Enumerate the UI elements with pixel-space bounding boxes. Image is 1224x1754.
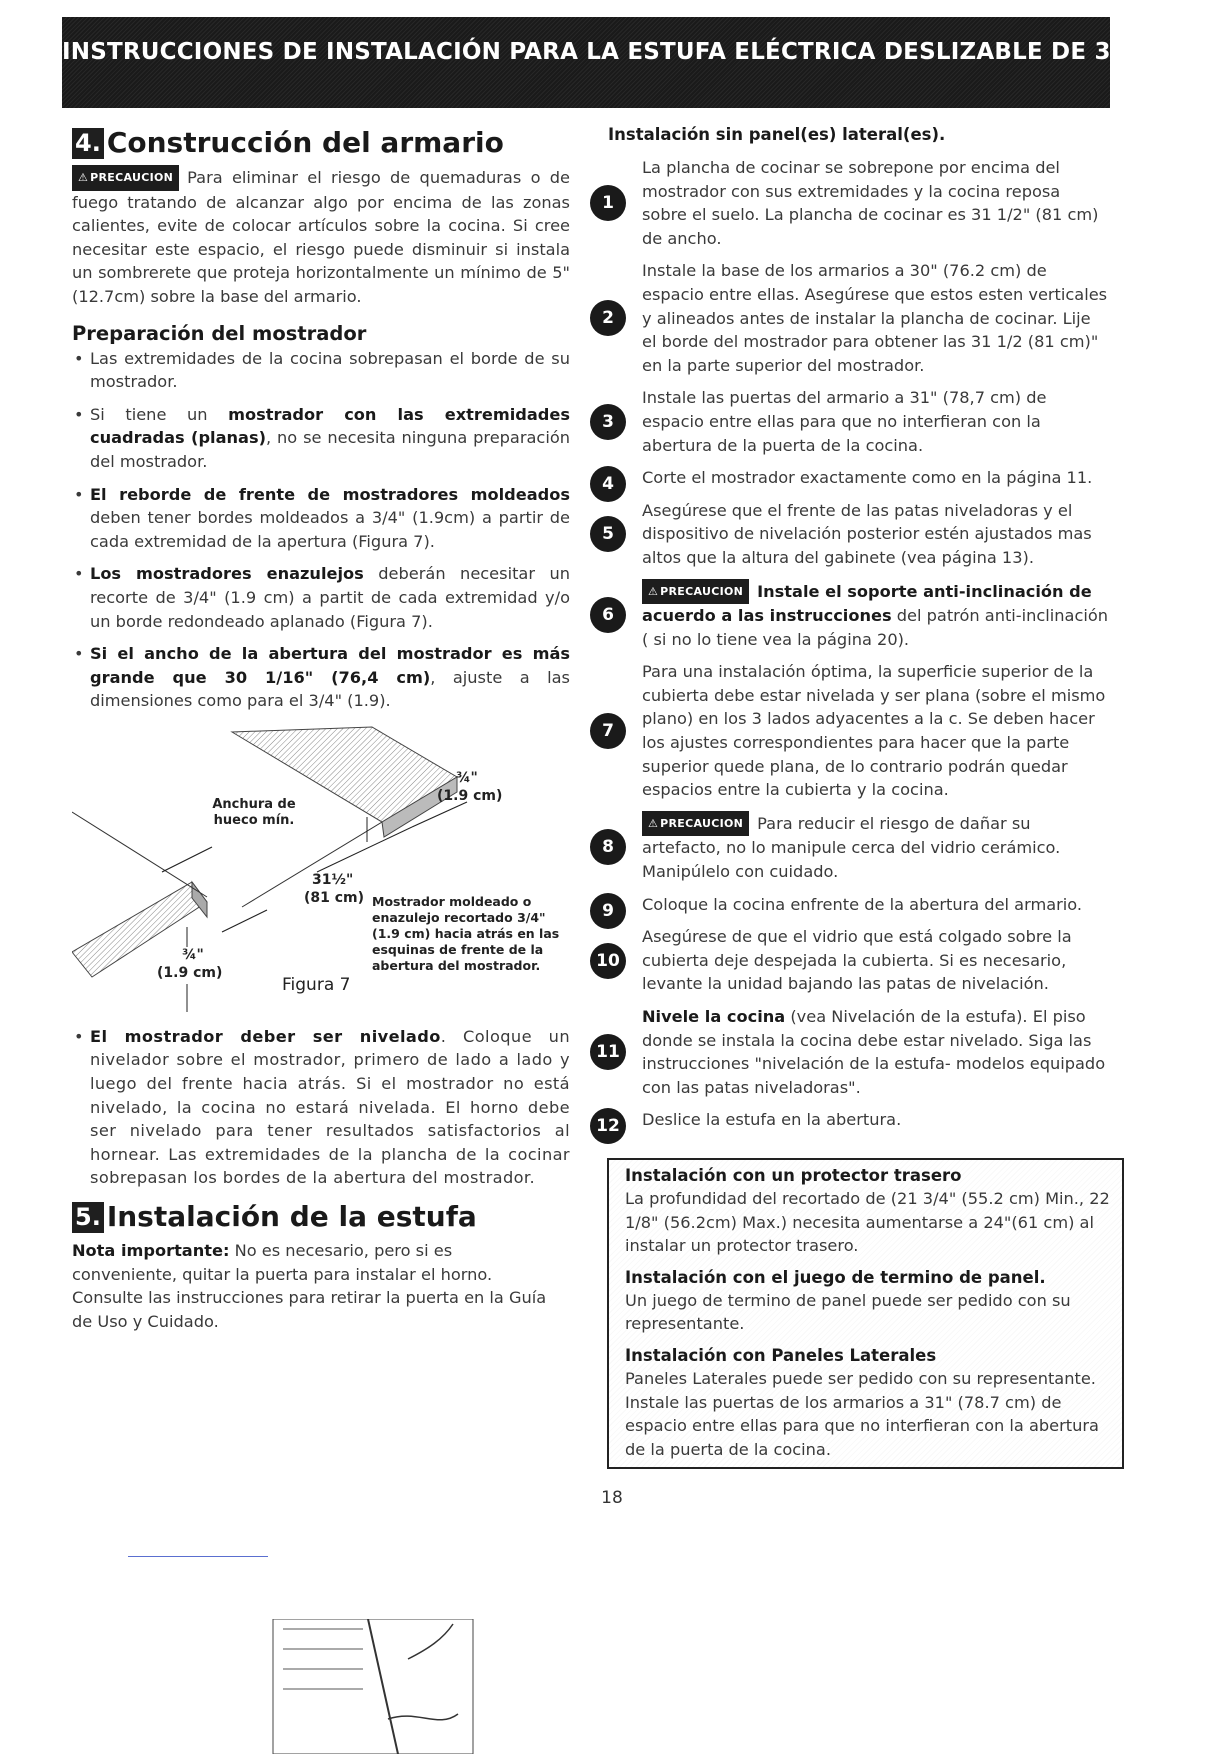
- figure-7: [72, 722, 570, 1017]
- step-item: [590, 893, 1110, 921]
- step-number: 11: [590, 1034, 626, 1070]
- step-item: [590, 466, 1110, 495]
- figure-dim-mid-cm: (81 cm): [304, 889, 365, 906]
- section-5-heading: [72, 1199, 570, 1235]
- section-4-number: 4.: [72, 128, 104, 159]
- page-number: 18: [601, 1488, 623, 1508]
- header-banner: [62, 17, 1140, 108]
- section-4-title: Construcción del armario: [106, 126, 504, 159]
- step-text: Asegúrese que el frente de las patas niveladoras y el dispositivo de nivelación posterior estén ajustados mas altos que la altura del gabinete (vea página 13).: [642, 500, 1092, 567]
- list-item: • El mostrador deber ser nivelado. Coloque un nivelador sobre el mostrador, primero de lado a lado y luego del frente hacia atrás. Si el mostrador no está nivelado, la cocina no estará nivelada. El horno debe ser nivelado para tener resultados satisfactorios al hornear. Las extremidades de la plancha de la cocinar sobrepasan los bordes de la abertura del mostrador.: [72, 1025, 570, 1190]
- step-number: 9: [590, 893, 626, 929]
- step-number: 4: [590, 466, 626, 502]
- step-item: [590, 1005, 1110, 1099]
- step-text: Corte el mostrador exactamente como en la página 11.: [642, 468, 1093, 488]
- step-number: 7: [590, 713, 626, 749]
- warning-text: Para eliminar el riesgo de quemaduras o de fuego tratando de alcanzar algo por encima de las zonas calientes, evite de colocar artículos sobre la cocina. Si cree necesitar este espacio, el riesgo puede disminuir si instala un sombrerete que proteja horizontalmente un mínimo de 5" (12.7cm) sobre la base del armario.: [72, 168, 570, 306]
- right-heading: Instalación sin panel(es) lateral(es).: [608, 125, 946, 144]
- list-item: • Si el ancho de la abertura del mostrador es más grande que 30 1/16" (76,4 cm), ajuste a las dimensiones como para el 3/4" (1.9).: [72, 642, 570, 713]
- warning-triangle-icon: ⚠: [648, 584, 659, 598]
- step-number: 2: [590, 300, 626, 336]
- figure-caption: Figura 7: [282, 974, 351, 995]
- list-item: • Las extremidades de la cocina sobrepasan el borde de su mostrador.: [72, 347, 570, 394]
- box-heading-3: Instalación con Paneles Laterales: [625, 1345, 937, 1365]
- figure-dim-top-cm: (1.9 cm): [437, 787, 503, 804]
- step-text: ⚠ PRECAUCION Instale el soporte anti-inclinación de acuerdo a las instrucciones del patrón anti-inclinación ( si no lo tiene vea la página 20).: [642, 579, 1110, 652]
- figure-note: Mostrador moldeado o enazulejo recortado 3/4" (1.9 cm) hacia atrás en las esquinas de frente de la abertura del mostrador.: [372, 893, 560, 973]
- footer-rule: [128, 1556, 268, 1557]
- step-text: Para una instalación óptima, la superficie superior de la cubierta debe estar nivelada y ser plana (sobre el mismo plano) en los 3 lados adyacentes a la c. Se deben hacer los ajustes correspondientes para hacer que la parte superior quede plana, de lo contrario podrán quedar espacios entre la cubierta y la cocina.: [642, 662, 1106, 800]
- step-number: 10: [590, 943, 626, 979]
- step-text: Coloque la cocina enfrente de la abertura del armario.: [642, 894, 1083, 914]
- section-4-heading: [72, 125, 570, 161]
- warning-badge: ⚠ PRECAUCION: [642, 811, 749, 837]
- box-text-2: Un juego de termino de panel puede ser pedido con su representante.: [625, 1290, 1071, 1334]
- step-number: 6: [590, 597, 626, 633]
- step-text: Asegúrese de que el vidrio que está colgado sobre la cubierta deje despejada la cubierta. Si es necesario, levante la unidad bajando las patas de nivelación.: [642, 927, 1072, 994]
- step-number: 5: [590, 516, 626, 552]
- step-item: [590, 579, 1110, 652]
- oven-door-illustration: [268, 1619, 478, 1754]
- box-text-3: Paneles Laterales puede ser pedido con su representante. Instale las puertas de los armarios a 31" (78.7 cm) de espacio entre ellas para que no interfieran con la abertura de la puerta de la cocina.: [625, 1368, 1099, 1459]
- prep-heading: Preparación del mostrador: [72, 321, 367, 345]
- figure-dim-mid: 31½": [312, 871, 354, 888]
- prep-list: [72, 347, 570, 713]
- step-item: [590, 811, 1110, 884]
- warning-paragraph: [72, 165, 570, 309]
- step-item: [590, 259, 1110, 377]
- right-column: [590, 125, 1110, 1141]
- step-item: [590, 499, 1110, 570]
- figure-dim-top: ¾": [456, 769, 478, 786]
- box-text-1: La profundidad del recortado de (21 3/4" (55.2 cm) Min., 22 1/8" (56.2cm) Max.) necesita aumentarse a 24"(61 cm) al instalar un protector trasero.: [625, 1189, 1110, 1256]
- prep-list-cont: [72, 1025, 570, 1190]
- step-text: ⚠ PRECAUCION Para reducir el riesgo de dañar su artefacto, no lo manipule cerca del vidrio cerámico. Manipúlelo con cuidado.: [642, 811, 1110, 884]
- page-title: INSTRUCCIONES DE INSTALACIÓN PARA LA ESTUFA ELÉCTRICA DESLIZABLE DE 30": [62, 39, 1140, 65]
- step-number: 1: [590, 185, 626, 221]
- left-column: [72, 125, 570, 1333]
- step-item: [590, 1108, 1110, 1137]
- step-number: 3: [590, 404, 626, 440]
- step-text: La plancha de cocinar se sobrepone por encima del mostrador con sus extremidades y la cocina reposa sobre el suelo. La plancha de cocinar es 31 1/2" (81 cm) de ancho.: [642, 158, 1099, 248]
- figure-dim-bottom-cm: (1.9 cm): [157, 964, 223, 981]
- step-number: 8: [590, 829, 626, 865]
- step-item: [590, 156, 1110, 250]
- section-5-number: 5.: [72, 1202, 104, 1233]
- step-text: Instale las puertas del armario a 31" (78,7 cm) de espacio entre ellas para que no interfieran con la abertura de la puerta de la cocina.: [642, 388, 1047, 455]
- section-5-title: Instalación de la estufa: [106, 1200, 477, 1234]
- step-number: 12: [590, 1108, 626, 1144]
- figure-label-width: Anchura de hueco mín.: [212, 796, 296, 828]
- steps-list: [590, 156, 1110, 1137]
- step-item: [590, 386, 1110, 457]
- warning-badge: ⚠ PRECAUCION: [642, 579, 749, 605]
- figure-dim-bottom: ¾": [182, 946, 204, 963]
- warning-triangle-icon: ⚠: [648, 816, 659, 830]
- step-text: Nivele la cocina (vea Nivelación de la estufa). El piso donde se instala la cocina debe estar nivelado. Siga las instrucciones "nivelación de la estufa- modelos equipado con las patas niveladoras".: [642, 1007, 1106, 1097]
- step-text: Deslice la estufa en la abertura.: [642, 1110, 902, 1130]
- box-heading-1: Instalación con un protector trasero: [625, 1166, 962, 1185]
- info-box: [607, 1158, 1124, 1469]
- list-item: • Si tiene un mostrador con las extremidades cuadradas (planas), no se necesita ninguna preparación del mostrador.: [72, 403, 570, 474]
- list-item: • El reborde de frente de mostradores moldeados deben tener bordes moldeados a 3/4" (1.9cm) a partir de cada extremidad de la apertura (Figura 7).: [72, 483, 570, 554]
- warning-triangle-icon: ⚠: [78, 171, 89, 184]
- box-heading-2: Instalación con el juego de termino de panel.: [625, 1267, 1046, 1287]
- list-item: • Los mostradores enazulejos deberán necesitar un recorte de 3/4" (1.9 cm) a partit de cada extremidad y/o un borde redondeado aplanado (Figura 7).: [72, 562, 570, 633]
- section-5-note: Nota importante: No es necesario, pero si es conveniente, quitar la puerta para instalar el horno. Consulte las instrucciones para retirar la puerta en la Guía de Uso y Cuidado.: [72, 1241, 547, 1331]
- warning-badge: ⚠ PRECAUCION: [72, 165, 179, 191]
- step-item: [590, 925, 1110, 996]
- step-item: [590, 660, 1110, 802]
- step-text: Instale la base de los armarios a 30" (76.2 cm) de espacio entre ellas. Asegúrese que estos esten verticales y alineados antes de instalar la plancha de cocinar. Lije el borde del mostrador para obtener las 31 1/2 (81 cm)" en la parte superior del mostrador.: [642, 261, 1108, 375]
